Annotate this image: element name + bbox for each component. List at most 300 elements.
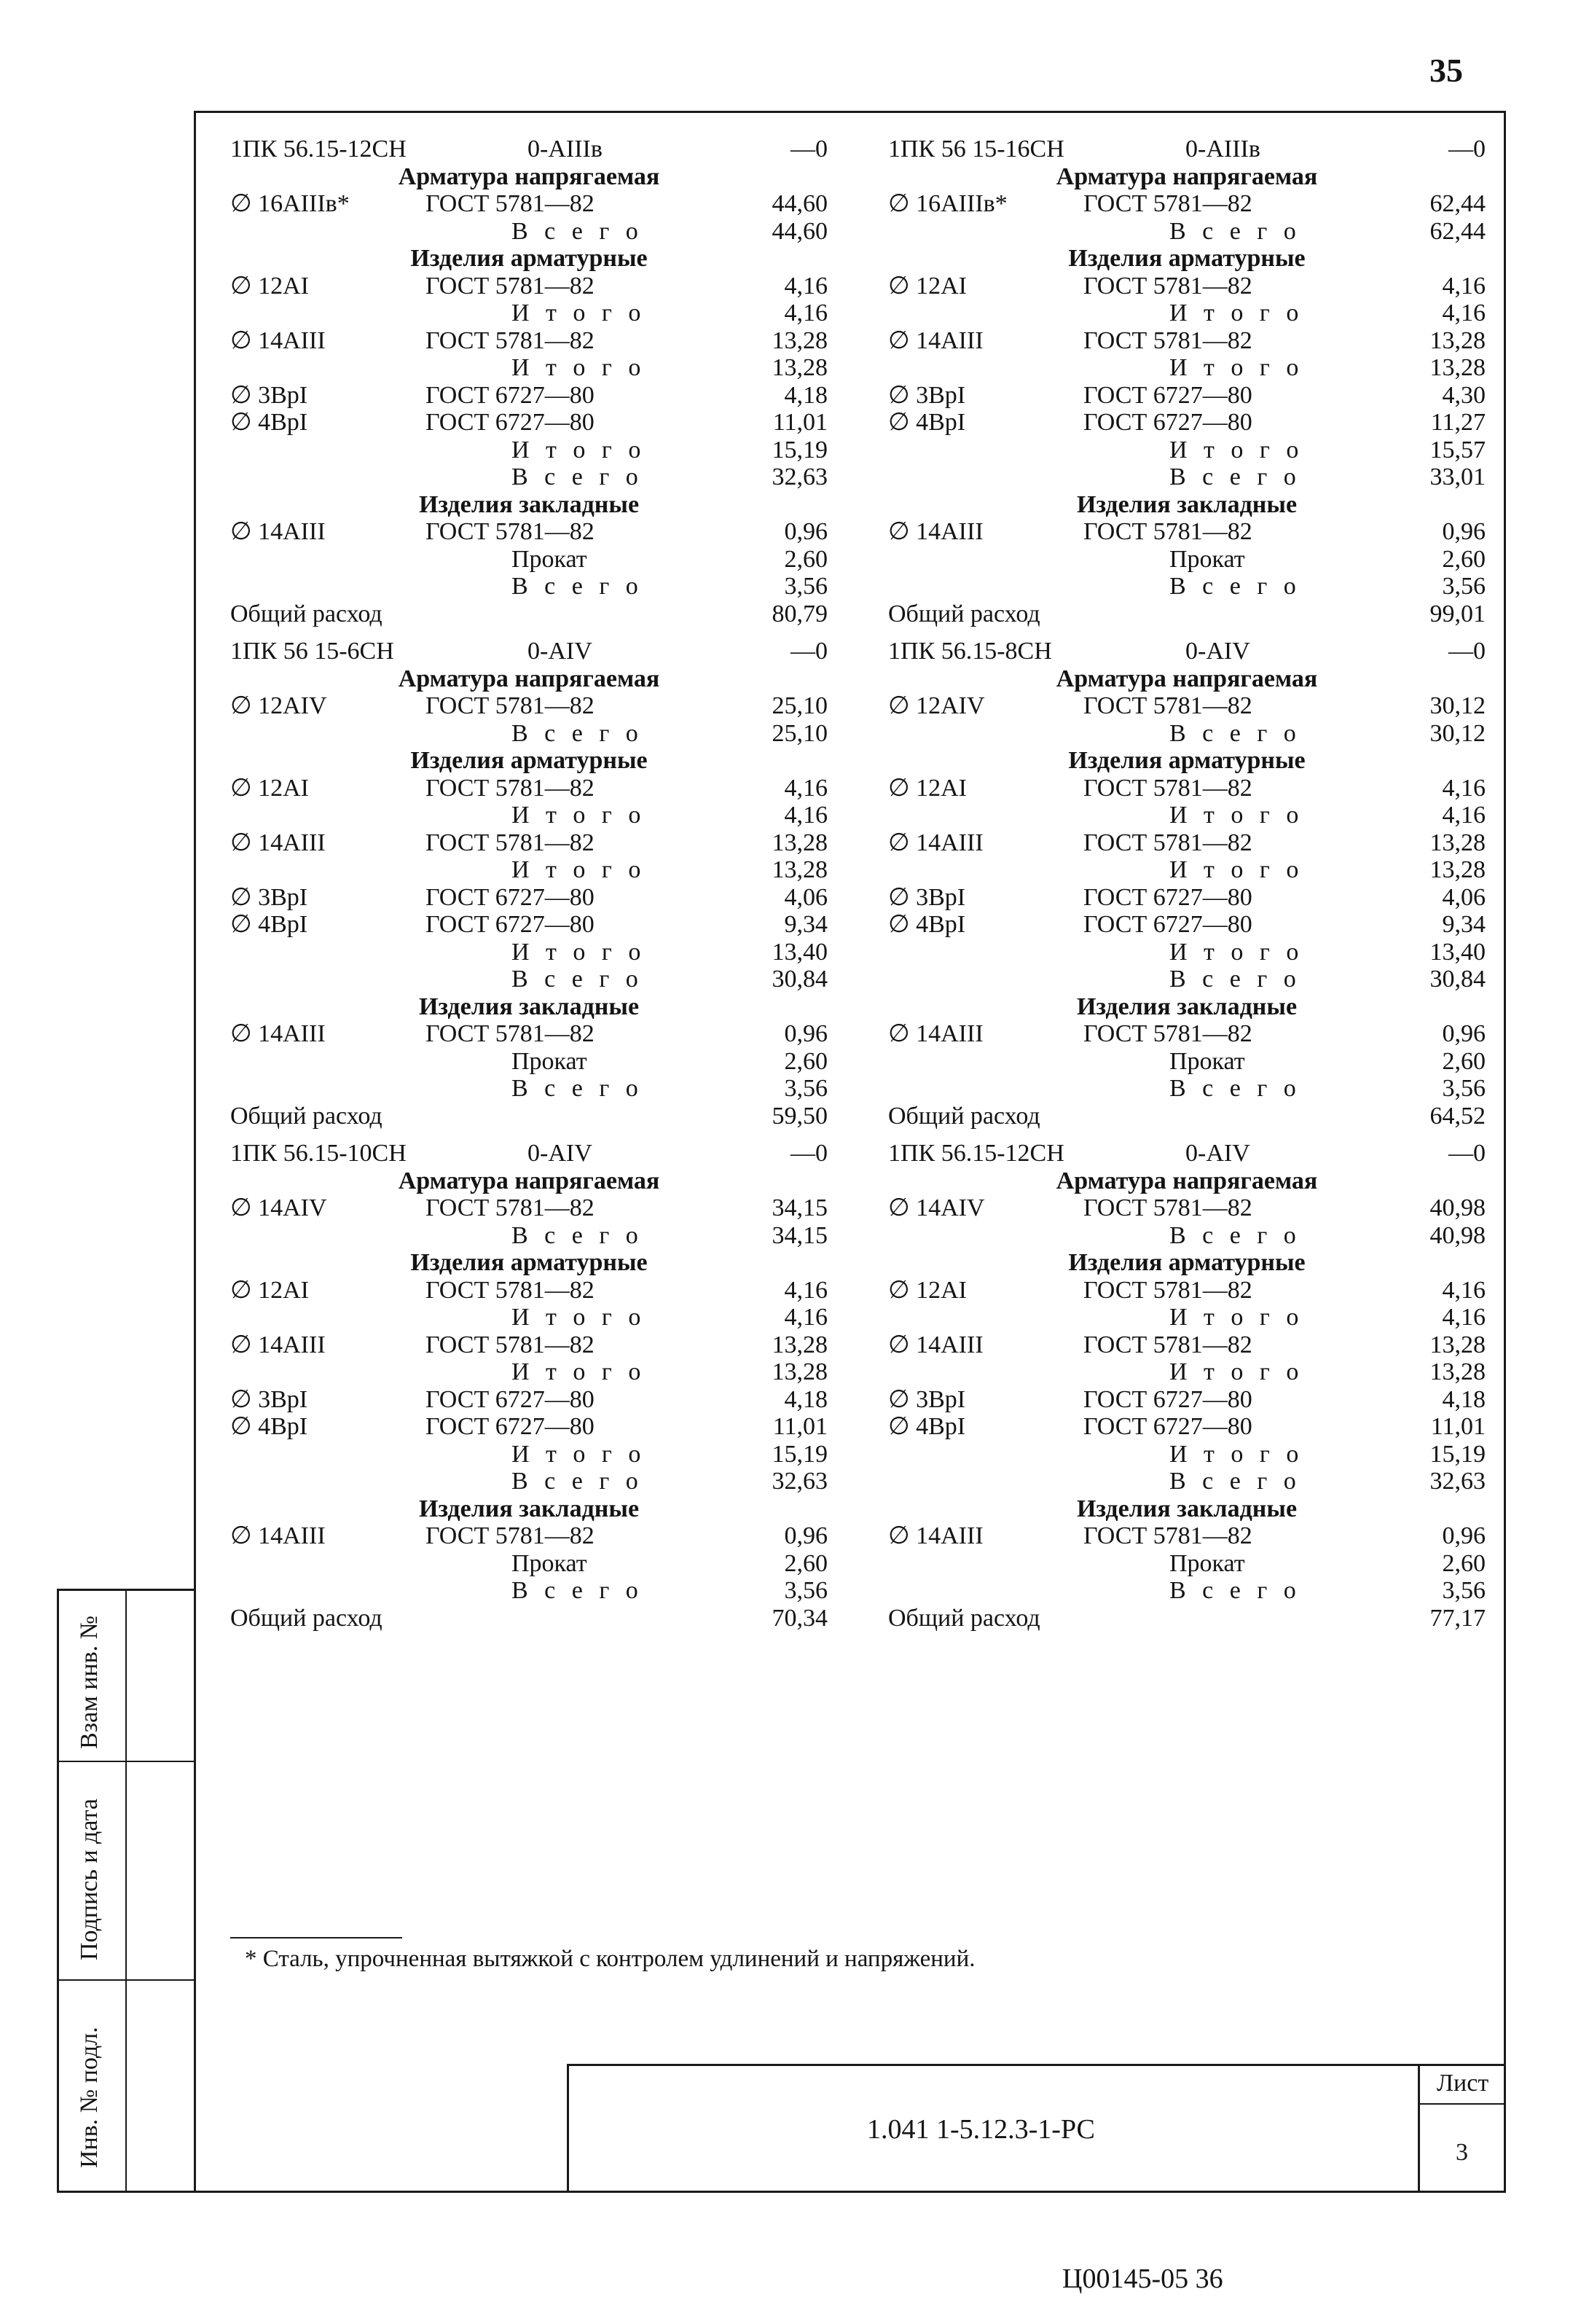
mass-value: 3,56	[784, 1577, 828, 1604]
document-code: 1.041 1-5.12.3-1-РС	[867, 2114, 1095, 2145]
gost-standard: ГОСТ 6727—80	[1083, 409, 1252, 436]
subtotal-label: И т о г о	[511, 300, 646, 326]
spec-row	[230, 1075, 828, 1103]
total-value: 70,34	[772, 1604, 828, 1632]
subtotal-label: И т о г о	[1169, 1440, 1304, 1468]
block-header-row	[230, 1140, 828, 1167]
mass-value: 0,96	[784, 518, 828, 545]
subtotal-label: И т о г о	[1169, 300, 1304, 326]
mass-value: 44,60	[772, 217, 828, 245]
mass-value: 15,57	[1429, 436, 1486, 463]
total-row	[888, 1605, 1486, 1632]
bar-diameter: ∅ 12АI	[888, 272, 967, 300]
section-title: Изделия арматурные	[410, 1249, 648, 1276]
side-outer-left	[57, 1589, 59, 2192]
gost-standard: ГОСТ 5781—82	[425, 829, 595, 856]
rolled-steel-label: Прокат	[1169, 1549, 1245, 1577]
total-row	[230, 1103, 828, 1130]
mass-value: 4,18	[1442, 1385, 1486, 1413]
spec-block	[230, 638, 828, 1130]
mass-value: 25,10	[772, 692, 828, 719]
spec-row	[230, 437, 828, 464]
spec-row	[230, 1550, 828, 1578]
subtotal-label: И т о г о	[511, 436, 646, 463]
mass-value: 13,28	[1429, 354, 1486, 381]
mass-value: 9,34	[1442, 911, 1486, 938]
spec-row	[888, 190, 1486, 218]
bar-diameter: ∅ 14АIII	[230, 1522, 326, 1549]
bar-diameter: ∅ 4ВрI	[230, 409, 308, 436]
subtotal-label: В с е г о	[1169, 966, 1301, 993]
gost-standard: ГОСТ 5781—82	[425, 692, 595, 719]
side-top	[57, 1589, 195, 1591]
subtotal-label: И т о г о	[1169, 436, 1304, 463]
bar-diameter: ∅ 3ВрI	[230, 1385, 308, 1413]
section-title: Изделия арматурные	[410, 747, 648, 774]
spec-row	[888, 354, 1486, 382]
total-label: Общий расход	[230, 1102, 382, 1130]
mass-value: 30,12	[1429, 719, 1486, 747]
spec-row	[230, 884, 828, 912]
spec-row	[230, 1020, 828, 1048]
mass-value: 15,19	[772, 1440, 828, 1468]
mass-value: 40,98	[1429, 1194, 1486, 1221]
frame-left	[194, 111, 196, 2192]
spec-row	[230, 1468, 828, 1495]
spec-row	[230, 518, 828, 546]
mass-value: 0,96	[784, 1020, 828, 1047]
gost-standard: ГОСТ 5781—82	[425, 1194, 595, 1221]
section-title: Изделия арматурные	[1068, 747, 1306, 774]
concrete-class: 0-АIV	[527, 638, 592, 665]
mass-value: 11,01	[772, 1413, 828, 1440]
mass-value: 3,56	[784, 1075, 828, 1102]
total-label: Общий расход	[888, 600, 1040, 627]
spec-row	[230, 1277, 828, 1304]
subtotal-label: В с е г о	[511, 719, 643, 747]
mass-value: 13,28	[772, 1331, 828, 1358]
bar-diameter: ∅ 12АIV	[888, 692, 985, 719]
gost-standard: ГОСТ 5781—82	[1083, 1020, 1252, 1047]
mass-value: 30,84	[1429, 966, 1486, 993]
spec-row	[888, 1048, 1486, 1076]
gost-standard: ГОСТ 5781—82	[1083, 190, 1252, 217]
bar-diameter: ∅ 16АIIIв*	[888, 190, 1008, 217]
total-value: 99,01	[1429, 600, 1486, 627]
mass-value: 0,96	[784, 1522, 828, 1549]
mass-value: 4,30	[1442, 381, 1486, 409]
mass-value: 4,16	[784, 1304, 828, 1331]
gost-standard: ГОСТ 6727—80	[425, 381, 595, 409]
spec-block	[888, 136, 1486, 627]
mass-value: 13,28	[772, 1358, 828, 1385]
spec-row	[230, 300, 828, 327]
bar-diameter: ∅ 3ВрI	[230, 883, 308, 911]
subtotal-label: И т о г о	[1169, 856, 1304, 883]
mass-value: 0,96	[1442, 1020, 1486, 1047]
spec-row	[888, 382, 1486, 410]
gost-standard: ГОСТ 6727—80	[1083, 883, 1252, 911]
subtotal-label: И т о г о	[511, 856, 646, 883]
subtotal-label: И т о г о	[511, 1440, 646, 1468]
side-inner	[125, 1589, 127, 2192]
subtotal-label: И т о г о	[1169, 354, 1304, 381]
product-mark: 1ПК 56.15-8СН	[888, 638, 1052, 665]
rolled-steel-label: Прокат	[1169, 1047, 1245, 1075]
spec-block	[230, 136, 828, 627]
gost-standard: ГОСТ 5781—82	[425, 518, 595, 545]
bar-diameter: ∅ 14АIII	[230, 326, 326, 354]
spec-block	[888, 638, 1486, 1130]
subtotal-label: В с е г о	[1169, 1468, 1301, 1495]
bar-diameter: ∅ 12АI	[230, 1276, 309, 1304]
spec-row	[230, 463, 828, 491]
header-dash: —0	[790, 136, 828, 163]
mass-value: 4,16	[1442, 774, 1486, 802]
bar-diameter: ∅ 12АI	[230, 774, 309, 802]
mass-value: 44,60	[772, 190, 828, 217]
product-mark: 1ПК 56.15-10СН	[230, 1140, 407, 1167]
spec-row	[888, 829, 1486, 857]
mass-value: 15,19	[772, 436, 828, 463]
spec-block	[230, 1140, 828, 1632]
mass-value: 34,15	[772, 1221, 828, 1249]
spec-row	[888, 1386, 1486, 1414]
total-value: 77,17	[1429, 1604, 1486, 1632]
mass-value: 4,16	[784, 300, 828, 326]
bar-diameter: ∅ 14АIII	[888, 1020, 984, 1047]
mass-value: 3,56	[784, 573, 828, 600]
mass-value: 0,96	[1442, 1522, 1486, 1549]
spec-row	[888, 546, 1486, 574]
spec-row	[230, 1048, 828, 1076]
header-dash: —0	[790, 638, 828, 665]
mass-value: 30,12	[1429, 692, 1486, 719]
bar-diameter: ∅ 14АIII	[888, 1331, 984, 1358]
mass-value: 2,60	[784, 1047, 828, 1075]
spec-row	[888, 884, 1486, 912]
subtotal-label: И т о г о	[511, 802, 646, 829]
mass-value: 13,28	[1429, 1331, 1486, 1358]
mass-value: 4,18	[784, 381, 828, 409]
bar-diameter: ∅ 4ВрI	[888, 1413, 966, 1440]
sheet-label: Лист	[1437, 2070, 1489, 2097]
subtotal-label: В с е г о	[1169, 1221, 1301, 1249]
bar-diameter: ∅ 12АI	[888, 1276, 967, 1304]
spec-row	[888, 1020, 1486, 1048]
side-div-1	[57, 1761, 195, 1762]
spec-row	[888, 911, 1486, 939]
subtotal-label: В с е г о	[1169, 217, 1301, 245]
product-mark: 1ПК 56 15-16СН	[888, 136, 1064, 163]
stamp-top	[567, 2064, 1505, 2066]
total-label: Общий расход	[230, 600, 382, 627]
spec-row	[230, 911, 828, 939]
mass-value: 11,01	[772, 409, 828, 436]
mass-value: 3,56	[1442, 1577, 1486, 1604]
spec-row	[888, 802, 1486, 829]
bar-diameter: ∅ 14АIII	[888, 829, 984, 856]
gost-standard: ГОСТ 6727—80	[425, 911, 595, 938]
mass-value: 4,16	[1442, 272, 1486, 300]
mass-value: 2,60	[784, 545, 828, 573]
subtotal-label: В с е г о	[1169, 1577, 1301, 1604]
product-mark: 1ПК 56 15-6СН	[230, 638, 394, 665]
spec-row	[230, 327, 828, 355]
subtotal-label: В с е г о	[1169, 463, 1301, 490]
spec-row	[888, 856, 1486, 884]
mass-value: 4,16	[1442, 1276, 1486, 1304]
stamp-list-left	[1418, 2064, 1420, 2192]
header-dash: —0	[1448, 1140, 1486, 1167]
bar-diameter: ∅ 4ВрI	[230, 1413, 308, 1440]
subtotal-label: В с е г о	[1169, 1075, 1301, 1102]
gost-standard: ГОСТ 5781—82	[1083, 326, 1252, 354]
mass-value: 11,01	[1430, 1413, 1486, 1440]
rolled-steel-label: Прокат	[511, 1047, 587, 1075]
right-column	[888, 136, 1486, 1642]
subtotal-label: И т о г о	[511, 938, 646, 966]
spec-row	[230, 692, 828, 720]
spec-row	[230, 856, 828, 884]
spec-row	[888, 518, 1486, 546]
frame-bottom	[57, 2191, 1506, 2193]
spec-row	[888, 775, 1486, 802]
spec-row	[888, 273, 1486, 300]
bar-diameter: ∅ 14АIV	[230, 1194, 327, 1221]
bar-diameter: ∅ 4ВрI	[888, 409, 966, 436]
gost-standard: ГОСТ 6727—80	[425, 409, 595, 436]
bar-diameter: ∅ 4ВрI	[888, 911, 966, 938]
total-row	[230, 1605, 828, 1632]
spec-row	[230, 218, 828, 246]
spec-row	[230, 775, 828, 802]
bar-diameter: ∅ 3ВрI	[888, 1385, 966, 1413]
bar-diameter: ∅ 3ВрI	[888, 381, 966, 409]
product-mark: 1ПК 56.15-12СН	[888, 1140, 1064, 1167]
total-value: 64,52	[1429, 1102, 1486, 1130]
section-title: Арматура напрягаемая	[1056, 1167, 1318, 1194]
gost-standard: ГОСТ 5781—82	[1083, 829, 1252, 856]
total-value: 59,50	[772, 1102, 828, 1130]
bar-diameter: ∅ 14АIII	[888, 1522, 984, 1549]
spec-row	[888, 1577, 1486, 1605]
spec-row	[230, 1441, 828, 1468]
section-title: Изделия закладные	[1076, 993, 1298, 1020]
mass-value: 32,63	[772, 1468, 828, 1495]
section-title: Изделия арматурные	[1068, 245, 1306, 272]
mass-value: 4,18	[784, 1385, 828, 1413]
header-dash: —0	[790, 1140, 828, 1167]
mass-value: 2,60	[1442, 545, 1486, 573]
subtotal-label: И т о г о	[1169, 802, 1304, 829]
gost-standard: ГОСТ 6727—80	[1083, 381, 1252, 409]
spec-row	[230, 1304, 828, 1331]
sheet-number: 3	[1456, 2139, 1468, 2166]
side-label-podpis: Подпись и дата	[76, 1799, 103, 1960]
section-title: Изделия закладные	[1076, 490, 1298, 518]
frame-top	[195, 111, 1505, 113]
section-title: Изделия закладные	[418, 1495, 640, 1522]
block-header-row	[888, 136, 1486, 163]
side-label-inv: Инв. № подл.	[76, 2027, 103, 2168]
block-header-row	[230, 638, 828, 665]
block-header-row	[888, 1140, 1486, 1167]
mass-value: 4,16	[784, 1276, 828, 1304]
footnote: * Сталь, упрочненная вытяжкой с контролем удлинений и напряжений.	[245, 1946, 976, 1972]
side-label-vzam: Взам инв. №	[76, 1615, 103, 1749]
product-mark: 1ПК 56.15-12СН	[230, 136, 407, 163]
page-number: 35	[1429, 52, 1463, 89]
section-title: Арматура напрягаемая	[1056, 665, 1318, 692]
spec-row	[888, 720, 1486, 748]
section-title: Арматура напрягаемая	[398, 1167, 660, 1194]
spec-row	[888, 463, 1486, 491]
mass-value: 34,15	[772, 1194, 828, 1221]
gost-standard: ГОСТ 5781—82	[425, 1020, 595, 1047]
gost-standard: ГОСТ 5781—82	[1083, 272, 1252, 300]
gost-standard: ГОСТ 5781—82	[1083, 1522, 1252, 1549]
mass-value: 13,40	[1429, 938, 1486, 966]
spec-row	[230, 829, 828, 857]
mass-value: 25,10	[772, 719, 828, 747]
spec-row	[888, 1468, 1486, 1495]
stamp-left	[567, 2064, 569, 2192]
concrete-class: 0-АIV	[1185, 1140, 1250, 1167]
spec-row	[230, 546, 828, 574]
bar-diameter: ∅ 3ВрI	[230, 381, 308, 409]
gost-standard: ГОСТ 5781—82	[1083, 518, 1252, 545]
section-title: Изделия арматурные	[1068, 1249, 1306, 1276]
spec-row	[888, 692, 1486, 720]
mass-value: 3,56	[1442, 573, 1486, 600]
concrete-class: 0-АIIIв	[1185, 136, 1260, 163]
spec-row	[230, 1358, 828, 1386]
subtotal-label: И т о г о	[511, 354, 646, 381]
mass-value: 4,16	[1442, 300, 1486, 326]
subtotal-label: И т о г о	[511, 1358, 646, 1385]
mass-value: 62,44	[1429, 217, 1486, 245]
spec-row	[888, 939, 1486, 966]
mass-value: 4,16	[1442, 1304, 1486, 1331]
subtotal-label: В с е г о	[511, 966, 643, 993]
mass-value: 13,28	[772, 856, 828, 883]
spec-row	[230, 354, 828, 382]
spec-row	[888, 409, 1486, 437]
subtotal-label: В с е г о	[511, 1075, 643, 1102]
gost-standard: ГОСТ 5781—82	[425, 272, 595, 300]
spec-row	[230, 802, 828, 829]
subtotal-label: В с е г о	[511, 1221, 643, 1249]
spec-row	[888, 437, 1486, 464]
gost-standard: ГОСТ 5781—82	[1083, 774, 1252, 802]
subtotal-label: В с е г о	[511, 573, 643, 600]
gost-standard: ГОСТ 5781—82	[1083, 1276, 1252, 1304]
mass-value: 4,06	[784, 883, 828, 911]
header-dash: —0	[1448, 638, 1486, 665]
rolled-steel-label: Прокат	[511, 545, 587, 573]
bar-diameter: ∅ 12АIV	[230, 692, 327, 719]
total-label: Общий расход	[230, 1604, 382, 1632]
block-header-row	[230, 136, 828, 163]
spec-row	[888, 1277, 1486, 1304]
subtotal-label: В с е г о	[511, 1468, 643, 1495]
mass-value: 11,27	[1430, 409, 1486, 436]
mass-value: 13,28	[1429, 1358, 1486, 1385]
mass-value: 2,60	[1442, 1047, 1486, 1075]
spec-row	[230, 939, 828, 966]
mass-value: 4,16	[1442, 802, 1486, 829]
mass-value: 2,60	[1442, 1549, 1486, 1577]
mass-value: 13,28	[1429, 829, 1486, 856]
gost-standard: ГОСТ 6727—80	[425, 1385, 595, 1413]
spec-row	[888, 1550, 1486, 1578]
spec-row	[888, 573, 1486, 600]
subtotal-label: В с е г о	[511, 217, 643, 245]
spec-row	[230, 382, 828, 410]
side-div-2	[57, 1979, 195, 1981]
bar-diameter: ∅ 16АIIIв*	[230, 190, 350, 217]
spec-row	[230, 1577, 828, 1605]
spec-row	[888, 1222, 1486, 1250]
section-title: Изделия закладные	[1076, 1495, 1298, 1522]
mass-value: 15,19	[1429, 1440, 1486, 1468]
bar-diameter: ∅ 14АIII	[230, 829, 326, 856]
total-value: 80,79	[772, 600, 828, 627]
gost-standard: ГОСТ 6727—80	[1083, 1385, 1252, 1413]
bar-diameter: ∅ 12АI	[888, 774, 967, 802]
spec-row	[888, 1194, 1486, 1222]
block-header-row	[888, 638, 1486, 665]
bar-diameter: ∅ 14АIII	[230, 1020, 326, 1047]
spec-row	[888, 1413, 1486, 1441]
section-title: Арматура напрягаемая	[398, 665, 660, 692]
spec-block	[888, 1140, 1486, 1632]
spec-row	[230, 273, 828, 300]
mass-value: 40,98	[1429, 1221, 1486, 1249]
bar-diameter: ∅ 14АIII	[888, 326, 984, 354]
gost-standard: ГОСТ 6727—80	[425, 883, 595, 911]
mass-value: 13,28	[772, 829, 828, 856]
subtotal-label: И т о г о	[1169, 938, 1304, 966]
mass-value: 32,63	[1429, 1468, 1486, 1495]
frame-right	[1504, 111, 1506, 2192]
spec-row	[888, 966, 1486, 993]
gost-standard: ГОСТ 5781—82	[1083, 1331, 1252, 1358]
spec-row	[888, 300, 1486, 327]
spec-row	[888, 218, 1486, 246]
gost-standard: ГОСТ 5781—82	[425, 1522, 595, 1549]
mass-value: 13,40	[772, 938, 828, 966]
mass-value: 3,56	[1442, 1075, 1486, 1102]
concrete-class: 0-АIV	[1185, 638, 1250, 665]
spec-row	[230, 1331, 828, 1359]
spec-row	[230, 573, 828, 600]
mass-value: 4,06	[1442, 883, 1486, 911]
spec-row	[230, 1194, 828, 1222]
gost-standard: ГОСТ 6727—80	[425, 1413, 595, 1440]
spec-row	[230, 966, 828, 993]
gost-standard: ГОСТ 5781—82	[425, 1276, 595, 1304]
spec-row	[888, 1331, 1486, 1359]
spec-row	[230, 720, 828, 748]
spec-row	[888, 1522, 1486, 1550]
section-title: Изделия закладные	[418, 490, 640, 518]
mass-value: 13,28	[1429, 326, 1486, 354]
section-title: Арматура напрягаемая	[398, 163, 660, 190]
section-title: Изделия закладные	[418, 993, 640, 1020]
spec-row	[230, 190, 828, 218]
